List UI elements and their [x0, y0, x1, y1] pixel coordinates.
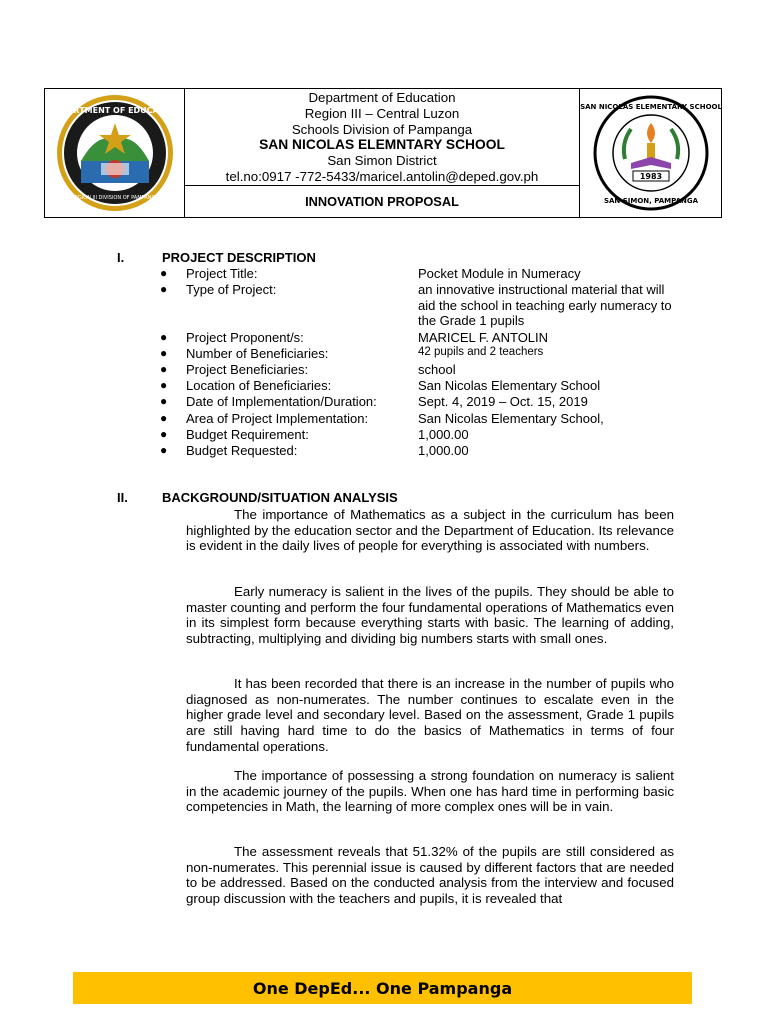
deped-seal-icon [49, 91, 180, 215]
bullet-icon: ● [160, 362, 168, 376]
svg-text:SAN NICOLAS ELEMENTARY SCHOOL: SAN NICOLAS ELEMENTARY SCHOOL [579, 103, 722, 111]
letterhead [44, 88, 722, 218]
list-item: ● Location of Beneficiaries: San Nicolas Elementary School [160, 378, 601, 393]
section-title: PROJECT DESCRIPTION [162, 250, 316, 265]
svg-text:DEPARTMENT OF EDUCATION: DEPARTMENT OF EDUCATION [49, 106, 180, 115]
department-name: Department of Education [308, 90, 456, 105]
division-name: Schools Division of Pampanga [291, 121, 473, 137]
bullet-icon: ● [160, 443, 168, 457]
bullet-icon: ● [160, 394, 168, 408]
list-item: ● Type of Project: an innovative instructional material that will aid the school in teaching early numeracy to the Grade 1 pupils [160, 282, 672, 328]
list-item: ● Project Title: Pocket Module in Numeracy [160, 266, 581, 281]
school-seal-icon [579, 93, 722, 213]
paragraph: The importance of possessing a strong foundation on numeracy is salient in the academic journey of the pupils. When one has hard time in performing basic competencies in Math, the learning of more complex ones will be in vain. [186, 768, 674, 815]
list-item: ● Budget Requirement: 1,000.00 [160, 427, 469, 442]
list-item: ● Budget Requested: 1,000.00 [160, 443, 469, 458]
district-name: San Simon District [327, 153, 437, 169]
bullet-icon: ● [160, 330, 168, 344]
footer-banner [73, 972, 692, 1004]
svg-text:1983: 1983 [639, 172, 662, 181]
bullet-icon: ● [160, 411, 168, 425]
school-name: SAN NICOLAS ELEMNTARY SCHOOL [259, 137, 505, 153]
paragraph: It has been recorded that there is an increase in the number of pupils who diagnosed as non-numerates. The number continues to escalate even in the higher grade level and secondary level. Based on the assessment, Grade 1 pupils are still having hard time to do the basics of Mathematics in terms of four fundamental operations. [186, 676, 674, 754]
list-item: ● Number of Beneficiaries: 42 pupils and 2 teachers [160, 346, 544, 361]
deped-logo-cell [45, 89, 185, 217]
project-details-list [160, 266, 680, 459]
svg-text:SAN SIMON, PAMPANGA: SAN SIMON, PAMPANGA [603, 197, 698, 205]
contact-info: tel.no:0917 -772-5433/maricel.antolin@deped.gov.ph [225, 168, 539, 184]
region-name: Region III – Central Luzon [304, 105, 460, 121]
bullet-icon: ● [160, 427, 168, 441]
school-logo-cell [579, 89, 721, 217]
bullet-icon: ● [160, 266, 168, 280]
paragraph: Early numeracy is salient in the lives of the pupils. They should be able to master counting and perform the four fundamental operations of Mathematics even in its simplest form because everything starts with basic. The learning of adding, subtracting, multiplying and dividing big numbers starts with small ones. [186, 584, 674, 647]
section-number: I. [117, 250, 125, 265]
list-item: ● Area of Project Implementation: San Nicolas Elementary School, [160, 411, 604, 426]
paragraph: The importance of Mathematics as a subject in the curriculum has been highlighted by the education sector and the Department of Education. Its relevance is evident in the daily lives of people for everything is associated with numbers. [186, 507, 674, 554]
bullet-icon: ● [160, 346, 168, 360]
footer-slogan: One DepEd... One Pampanga [252, 978, 513, 998]
svg-text:REGION III DIVISION OF PAMPANG: REGION III DIVISION OF PAMPANGA [70, 195, 159, 201]
paragraph: The assessment reveals that 51.32% of the pupils are still considered as non-numerates. This perennial issue is caused by different factors that are needed to be addressed. Based on the conducted analysis from the interview and focused group discussion with the teachers and pupils, it is revealed that [186, 844, 674, 907]
section-title: BACKGROUND/SITUATION ANALYSIS [162, 490, 398, 505]
document-type: INNOVATION PROPOSAL [305, 193, 459, 209]
bullet-icon: ● [160, 282, 168, 296]
list-item: ● Project Beneficiaries: school [160, 362, 456, 377]
list-item: ● Project Proponent/s: MARICEL F. ANTOLIN [160, 330, 549, 345]
bullet-icon: ● [160, 378, 168, 392]
letterhead-text [185, 89, 579, 217]
section-number: II. [117, 490, 128, 505]
list-item: ● Date of Implementation/Duration: Sept. 4, 2019 – Oct. 15, 2019 [160, 394, 588, 409]
